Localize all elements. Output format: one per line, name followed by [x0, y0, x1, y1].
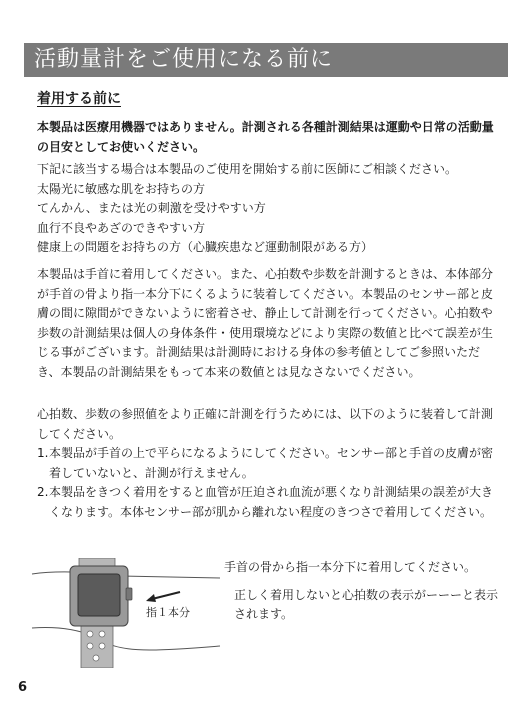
accuracy-list-item-1 — [37, 444, 502, 483]
list-text: 本製品をきつく着用をすると血管が圧迫され血流が悪くなり計測結果の誤差が大きくなります。本体センサー部が肌から離れない程度のきつさで着用してください。 — [49, 485, 494, 519]
figure-caption-1: 手首の骨から指一本分下に着用してください。 — [224, 560, 477, 574]
accuracy-intro: 心拍数、歩数の参照値をより正確に計測を行うためには、以下のように装着して計測してください。 — [37, 407, 494, 441]
watch-button — [126, 588, 132, 600]
watch-screen — [78, 574, 120, 616]
consult-item: 血行不良やあざのできやすい方 — [37, 220, 206, 235]
consult-intro: 下記に該当する場合は本製品のご使用を開始する前に医師にご相談ください。 — [37, 162, 458, 176]
consult-block — [37, 160, 502, 258]
finger-width-label: 指１本分 — [146, 606, 190, 619]
consult-item: 太陽光に敏感な肌をお持ちの方 — [37, 181, 206, 196]
wear-paragraph: 本製品は手首に着用してください。また、心拍数や歩数を計測するときは、本体部分が手首の骨より指一本分下にくるように装着してください。本製品のセンサー部と皮膚の間に隙間ができないように密着させ、静止して計測を行ってください。心拍数や歩数の計測結果は個人の身体条件・使用環境などにより実際の数値と比べて誤差が生じる事がございます。計測結果は計測時における身体の参考値としてご参照いただき、本製品の計測結果をもって本来の数値とは見なさないでください。 — [37, 267, 494, 379]
accuracy-list-item-2 — [37, 483, 502, 522]
section-heading: 着用する前に — [37, 91, 121, 107]
consult-item: てんかん、または光の刺激を受けやすい方 — [37, 201, 266, 215]
list-text: 本製品が手首の上で平らになるようにしてください。センサー部と手首の皮膚が密着していないと、計測が行えません。 — [49, 446, 494, 480]
arm-outline-bottom — [32, 628, 220, 650]
page-number: 6 — [18, 680, 28, 695]
arrow-head-icon — [146, 594, 156, 602]
list-number: 1. — [37, 446, 49, 460]
list-number: 2. — [37, 485, 49, 499]
medical-notice: 本製品は医療用機器ではありません。計測される各種計測結果は運動や日常の活動量の目安としてお使いください。 — [37, 120, 494, 154]
watch-wearing-illustration — [30, 558, 225, 668]
page-title-bar — [24, 43, 508, 77]
figure-caption-2: 正しく着用しないと心拍数の表示がーーーと表示されます。 — [234, 588, 499, 621]
page-title: 活動量計をご使用になる前に — [34, 47, 334, 72]
strap-bottom — [81, 624, 113, 668]
consult-item: 健康上の問題をお持ちの方（心臓疾患など運動制限がある方） — [37, 240, 374, 254]
